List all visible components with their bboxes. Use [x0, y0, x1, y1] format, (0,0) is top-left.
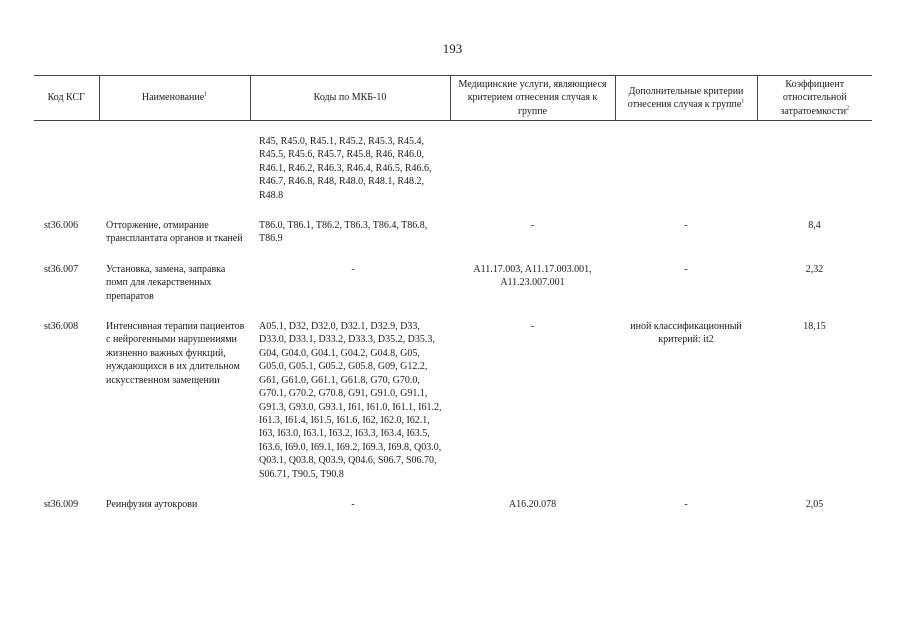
page-number: 193 — [442, 41, 463, 56]
cell-mkb-codes: A05.1, D32, D32.0, D32.1, D32.9, D33, D33.0, D33.1, D33.2, D33.3, D35.2, D35.3, G04, G04.0, G04.1, G04.2, G04.8, G05, G05.0, G05.1, G05.2, G05.8, G09, G12.2, G61, G61.0, G61.1, G61.8, G70, G70.0, G70.1, G70.2, G70.8, G91, G91.0, G91.1, G91.3, G93.0, G93.1, I61, I61.0, I61.1, I61.2, I61.3, I61.4, I61.5, I61.6, I62, I62.0, I62.1, I63, I63.0, I63.1, I63.2, I63.3, I63.4, I63.5, I63.6, I69.0, I69.1, I69.2, I69.3, I69.8, Q03.0, Q03.1, Q03.8, Q03.9, Q04.6, S06.7, S06.70, S06.71, T90.5, T90.8 — [259, 321, 442, 480]
cell-coefficient: 18,15 — [803, 321, 826, 333]
header-criteria: Дополнительные критерии отнесения случая к группе$^1$ — [615, 76, 757, 121]
cell-mkb-codes: T86.0, T86.1, T86.2, T86.3, T86.4, T86.8, T86.9 — [259, 220, 428, 245]
cell-mkb-codes: - — [351, 263, 355, 275]
table-row — [34, 135, 872, 202]
cell-services: - — [530, 321, 535, 333]
cell-coefficient: 8,4 — [808, 220, 821, 232]
cell-code: st36.008 — [44, 321, 79, 333]
cell-coefficient: 2,32 — [805, 263, 824, 275]
table-row — [34, 219, 872, 246]
cell-services — [450, 135, 615, 202]
header-services: Медицинские услуги, являющиеся критерием отнесения случая к группе — [450, 76, 615, 121]
cell-criteria — [615, 135, 757, 202]
cell-coefficient: 2,05 — [805, 498, 824, 510]
cell-code: st36.007 — [44, 263, 79, 275]
cell-name: Реинфузия аутокрови — [106, 498, 198, 510]
table-header-row — [34, 76, 872, 121]
table-row — [34, 498, 872, 511]
header-code: Код КСГ — [34, 76, 99, 121]
cell-criteria: - — [684, 263, 688, 275]
cell-mkb-codes: R45, R45.0, R45.1, R45.2, R45.3, R45.4, R45.5, R45.6, R45.7, R45.8, R46, R46.0, R46.1, R46.2, R46.3, R46.4, R46.5, R46.6, R46.7, R46.8, R48, R48.0, R48.1, R48.2, R48.8 — [259, 136, 432, 201]
cell-services: - — [530, 220, 535, 232]
cell-name: Интенсивная терапия пациентов с нейрогенными нарушениями жизненно важных функций, нуждающихся в их длительном искусственном замещении — [106, 321, 245, 386]
cell-code — [34, 135, 99, 202]
cell-mkb-codes: - — [351, 498, 355, 510]
cell-code: st36.009 — [44, 498, 79, 510]
cell-name: Установка, замена, заправка помп для лекарственных препаратов — [106, 263, 226, 302]
cell-services: A11.17.003, A11.17.003.001, A11.23.007.001 — [473, 263, 592, 289]
header-coefficient: Коэффициент относительной затратоемкости$^2$ — [757, 76, 872, 121]
table-row — [34, 320, 872, 481]
header-mkb: Коды по МКБ-10 — [250, 76, 450, 121]
ksg-table — [34, 75, 872, 511]
cell-code: st36.006 — [44, 220, 79, 232]
cell-criteria: иной классификационный критерий: it2 — [630, 321, 742, 346]
cell-name — [99, 135, 250, 202]
cell-criteria: - — [684, 498, 688, 510]
table-row — [34, 263, 872, 303]
cell-criteria: - — [684, 220, 688, 232]
cell-name: Отторжение, отмирание трансплантата органов и тканей — [106, 220, 243, 245]
cell-services: A16.20.078 — [508, 498, 557, 510]
header-name: Наименование$^1$ — [99, 76, 250, 121]
cell-coefficient — [757, 135, 872, 202]
